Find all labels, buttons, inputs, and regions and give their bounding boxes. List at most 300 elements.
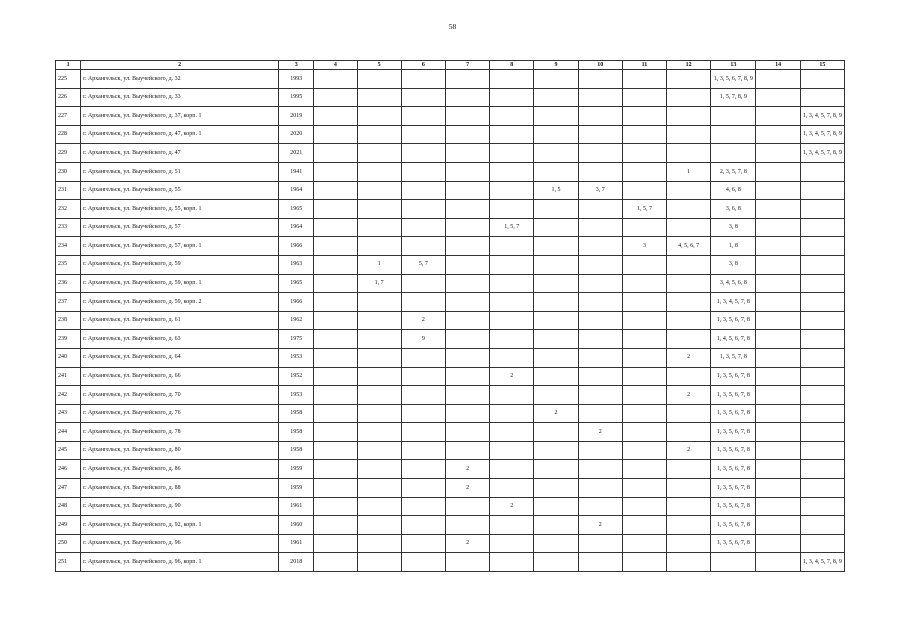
table-cell-col-11 [622, 553, 666, 572]
table-cell-col-1: 228 [56, 125, 81, 144]
table-cell-col-11 [622, 386, 666, 405]
column-header-11: 11 [622, 61, 666, 70]
table-row [56, 479, 845, 498]
column-header-10: 10 [578, 61, 622, 70]
table-cell-col-2: г. Архангельск, ул. Выучейского, д. 59 [81, 255, 279, 274]
table-cell-col-9 [534, 516, 578, 535]
table-cell-col-2: г. Архангельск, ул. Выучейского, д. 47 [81, 144, 279, 163]
table-cell-col-14 [756, 534, 800, 553]
table-cell-col-12 [667, 404, 711, 423]
table-cell-col-11 [622, 107, 666, 126]
table-cell-col-8: 2 [490, 497, 534, 516]
table-cell-col-13 [711, 125, 756, 144]
table-cell-col-10 [578, 162, 622, 181]
table-cell-col-1: 234 [56, 237, 81, 256]
table-cell-col-10: 2 [578, 423, 622, 442]
table-row [56, 367, 845, 386]
table-cell-col-9 [534, 441, 578, 460]
table-cell-col-10 [578, 237, 622, 256]
table-cell-col-5 [357, 423, 401, 442]
table-cell-col-9 [534, 125, 578, 144]
table-cell-col-2: г. Архангельск, ул. Выучейского, д. 63 [81, 330, 279, 349]
table-cell-col-6: 5, 7 [401, 255, 445, 274]
table-cell-col-9 [534, 423, 578, 442]
table-row [56, 70, 845, 89]
table-cell-col-1: 249 [56, 516, 81, 535]
table-cell-col-4 [314, 181, 357, 200]
table-row [56, 330, 845, 349]
table-cell-col-9 [534, 200, 578, 219]
table-cell-col-8 [490, 181, 534, 200]
table-row [56, 162, 845, 181]
table-cell-col-8 [490, 293, 534, 312]
table-cell-col-14 [756, 311, 800, 330]
table-cell-col-7: 2 [445, 460, 489, 479]
table-cell-col-11 [622, 460, 666, 479]
table-cell-col-14 [756, 237, 800, 256]
table-cell-col-5 [357, 441, 401, 460]
table-cell-col-3: 2019 [279, 107, 314, 126]
table-cell-col-14 [756, 293, 800, 312]
data-table [55, 60, 845, 572]
table-cell-col-2: г. Архангельск, ул. Выучейского, д. 33 [81, 88, 279, 107]
table-cell-col-13: 1, 3, 5, 6, 7, 8 [711, 404, 756, 423]
table-cell-col-12 [667, 107, 711, 126]
table-cell-col-2: г. Архангельск, ул. Выучейского, д. 64 [81, 348, 279, 367]
table-cell-col-3: 1966 [279, 237, 314, 256]
table-cell-col-5 [357, 497, 401, 516]
table-cell-col-12 [667, 534, 711, 553]
table-cell-col-1: 239 [56, 330, 81, 349]
table-cell-col-12 [667, 330, 711, 349]
table-cell-col-12 [667, 293, 711, 312]
table-cell-col-3: 1958 [279, 423, 314, 442]
table-cell-col-1: 248 [56, 497, 81, 516]
table-cell-col-3: 2020 [279, 125, 314, 144]
table-cell-col-1: 227 [56, 107, 81, 126]
table-cell-col-12 [667, 274, 711, 293]
table-cell-col-14 [756, 274, 800, 293]
table-cell-col-13: 1, 3, 5, 6, 7, 8 [711, 311, 756, 330]
table-cell-col-13: 1, 3, 5, 6, 7, 8 [711, 423, 756, 442]
table-row [56, 237, 845, 256]
table-row [56, 200, 845, 219]
table-cell-col-12 [667, 311, 711, 330]
table-cell-col-13: 1, 8 [711, 237, 756, 256]
table-cell-col-15 [800, 88, 844, 107]
table-cell-col-3: 1960 [279, 516, 314, 535]
table-row [56, 423, 845, 442]
table-cell-col-7 [445, 441, 489, 460]
table-cell-col-9: 1, 5 [534, 181, 578, 200]
table-cell-col-10 [578, 553, 622, 572]
table-cell-col-2: г. Архангельск, ул. Выучейского, д. 96, корп. 1 [81, 553, 279, 572]
table-cell-col-10: 3, 7 [578, 181, 622, 200]
table-cell-col-2: г. Архангельск, ул. Выучейского, д. 96 [81, 534, 279, 553]
table-cell-col-4 [314, 460, 357, 479]
table-cell-col-15 [800, 218, 844, 237]
table-cell-col-15 [800, 274, 844, 293]
table-cell-col-15 [800, 479, 844, 498]
table-cell-col-10 [578, 330, 622, 349]
table-cell-col-11 [622, 441, 666, 460]
table-cell-col-3: 1963 [279, 255, 314, 274]
table-cell-col-5 [357, 237, 401, 256]
table-cell-col-9 [534, 144, 578, 163]
table-cell-col-13: 1, 3, 5, 6, 7, 8 [711, 497, 756, 516]
table-cell-col-8 [490, 553, 534, 572]
table-cell-col-3: 1964 [279, 218, 314, 237]
table-cell-col-3: 1958 [279, 404, 314, 423]
column-header-14: 14 [756, 61, 800, 70]
table-cell-col-7 [445, 553, 489, 572]
table-cell-col-14 [756, 144, 800, 163]
table-cell-col-6: 9 [401, 330, 445, 349]
table-cell-col-12 [667, 516, 711, 535]
table-cell-col-8 [490, 348, 534, 367]
table-cell-col-4 [314, 553, 357, 572]
table-cell-col-7 [445, 144, 489, 163]
table-cell-col-5 [357, 479, 401, 498]
table-cell-col-10 [578, 534, 622, 553]
table-cell-col-7 [445, 255, 489, 274]
table-cell-col-4 [314, 497, 357, 516]
column-header-9: 9 [534, 61, 578, 70]
table-cell-col-11 [622, 534, 666, 553]
table-cell-col-6 [401, 348, 445, 367]
table-cell-col-10 [578, 404, 622, 423]
table-cell-col-5 [357, 162, 401, 181]
table-cell-col-12: 4, 5, 6, 7 [667, 237, 711, 256]
table-cell-col-10 [578, 144, 622, 163]
table-cell-col-5 [357, 218, 401, 237]
table-cell-col-5 [357, 293, 401, 312]
table-cell-col-2: г. Архангельск, ул. Выучейского, д. 86 [81, 460, 279, 479]
table-cell-col-7: 2 [445, 479, 489, 498]
table-cell-col-1: 246 [56, 460, 81, 479]
table-cell-col-3: 1965 [279, 274, 314, 293]
table-cell-col-6 [401, 144, 445, 163]
table-cell-col-3: 2018 [279, 553, 314, 572]
table-cell-col-14 [756, 497, 800, 516]
table-cell-col-2: г. Архангельск, ул. Выучейского, д. 61 [81, 311, 279, 330]
table-cell-col-5 [357, 330, 401, 349]
table-cell-col-5 [357, 534, 401, 553]
table-row [56, 181, 845, 200]
table-cell-col-13: 3, 8 [711, 255, 756, 274]
table-cell-col-15 [800, 330, 844, 349]
table-cell-col-11 [622, 367, 666, 386]
table-cell-col-4 [314, 255, 357, 274]
table-cell-col-9 [534, 70, 578, 89]
table-cell-col-14 [756, 423, 800, 442]
table-cell-col-1: 237 [56, 293, 81, 312]
table-cell-col-15 [800, 348, 844, 367]
table-row [56, 311, 845, 330]
table-cell-col-2: г. Архангельск, ул. Выучейского, д. 92, корп. 1 [81, 516, 279, 535]
table-cell-col-1: 244 [56, 423, 81, 442]
table-cell-col-12 [667, 423, 711, 442]
column-header-1: 1 [56, 61, 81, 70]
table-cell-col-6 [401, 237, 445, 256]
table-cell-col-5 [357, 516, 401, 535]
table-cell-col-5 [357, 88, 401, 107]
table-cell-col-8 [490, 237, 534, 256]
table-cell-col-7 [445, 70, 489, 89]
table-cell-col-1: 226 [56, 88, 81, 107]
table-cell-col-8 [490, 441, 534, 460]
table-cell-col-3: 1966 [279, 293, 314, 312]
table-cell-col-15 [800, 255, 844, 274]
table-cell-col-15 [800, 497, 844, 516]
table-row [56, 274, 845, 293]
table-cell-col-1: 240 [56, 348, 81, 367]
table-cell-col-13: 1, 3, 5, 7, 8 [711, 348, 756, 367]
table-cell-col-10 [578, 386, 622, 405]
table-body [56, 70, 845, 572]
table-cell-col-4 [314, 88, 357, 107]
table-row [56, 144, 845, 163]
table-row [56, 125, 845, 144]
table-cell-col-9 [534, 553, 578, 572]
table-cell-col-9 [534, 479, 578, 498]
table-cell-col-9 [534, 88, 578, 107]
table-cell-col-10 [578, 88, 622, 107]
table-row [56, 255, 845, 274]
column-header-2: 2 [81, 61, 279, 70]
table-cell-col-4 [314, 274, 357, 293]
table-cell-col-7 [445, 107, 489, 126]
table-row [56, 404, 845, 423]
table-cell-col-2: г. Архангельск, ул. Выучейского, д. 57, корп. 1 [81, 237, 279, 256]
table-cell-col-5 [357, 70, 401, 89]
table-cell-col-8: 2 [490, 367, 534, 386]
table-cell-col-7 [445, 330, 489, 349]
table-cell-col-12: 2 [667, 348, 711, 367]
table-cell-col-12 [667, 181, 711, 200]
table-cell-col-15 [800, 441, 844, 460]
table-cell-col-9 [534, 218, 578, 237]
table-cell-col-2: г. Архангельск, ул. Выучейского, д. 55 [81, 181, 279, 200]
table-cell-col-2: г. Архангельск, ул. Выучейского, д. 47, корп. 1 [81, 125, 279, 144]
table-cell-col-6 [401, 479, 445, 498]
table-cell-col-3: 1953 [279, 386, 314, 405]
table-cell-col-13: 3, 4, 5, 6, 8 [711, 274, 756, 293]
table-cell-col-14 [756, 404, 800, 423]
table-cell-col-13: 1, 4, 5, 6, 7, 8 [711, 330, 756, 349]
table-cell-col-10 [578, 293, 622, 312]
table-cell-col-14 [756, 553, 800, 572]
table-cell-col-9 [534, 311, 578, 330]
table-cell-col-6 [401, 200, 445, 219]
table-cell-col-14 [756, 367, 800, 386]
table-cell-col-12 [667, 367, 711, 386]
table-cell-col-14 [756, 107, 800, 126]
column-header-8: 8 [490, 61, 534, 70]
table-cell-col-9 [534, 293, 578, 312]
table-cell-col-4 [314, 367, 357, 386]
table-cell-col-4 [314, 330, 357, 349]
table-cell-col-7 [445, 200, 489, 219]
table-cell-col-2: г. Архангельск, ул. Выучейского, д. 90 [81, 497, 279, 516]
table-cell-col-14 [756, 88, 800, 107]
column-header-15: 15 [800, 61, 844, 70]
table-cell-col-13: 3, 8 [711, 218, 756, 237]
table-cell-col-10 [578, 348, 622, 367]
table-cell-col-8 [490, 200, 534, 219]
table-cell-col-6 [401, 181, 445, 200]
table-cell-col-13: 1, 3, 5, 6, 7, 8 [711, 479, 756, 498]
table-cell-col-4 [314, 404, 357, 423]
table-cell-col-10 [578, 255, 622, 274]
table-cell-col-11 [622, 348, 666, 367]
table-cell-col-10 [578, 441, 622, 460]
table-cell-col-2: г. Архангельск, ул. Выучейского, д. 32 [81, 70, 279, 89]
table-cell-col-3: 1941 [279, 162, 314, 181]
table-cell-col-14 [756, 479, 800, 498]
table-cell-col-10 [578, 125, 622, 144]
table-cell-col-1: 230 [56, 162, 81, 181]
table-cell-col-5 [357, 311, 401, 330]
table-cell-col-9 [534, 497, 578, 516]
table-cell-col-7 [445, 404, 489, 423]
table-cell-col-10 [578, 497, 622, 516]
table-cell-col-5 [357, 125, 401, 144]
table-cell-col-10 [578, 107, 622, 126]
table-cell-col-12: 2 [667, 386, 711, 405]
table-cell-col-12 [667, 144, 711, 163]
table-row [56, 497, 845, 516]
table-cell-col-2: г. Архангельск, ул. Выучейского, д. 55, корп. 1 [81, 200, 279, 219]
table-cell-col-11: 3 [622, 237, 666, 256]
table-cell-col-13: 1, 3, 5, 6, 7, 8 [711, 534, 756, 553]
table-cell-col-7 [445, 386, 489, 405]
table-cell-col-1: 247 [56, 479, 81, 498]
table-row [56, 293, 845, 312]
table-cell-col-14 [756, 348, 800, 367]
table-cell-col-4 [314, 144, 357, 163]
table-row [56, 88, 845, 107]
table-cell-col-1: 233 [56, 218, 81, 237]
table-cell-col-8 [490, 107, 534, 126]
table-cell-col-13: 1, 3, 5, 6, 7, 8 [711, 386, 756, 405]
table-cell-col-15: 1, 3, 4, 5, 7, 8, 9 [800, 107, 844, 126]
table-cell-col-4 [314, 70, 357, 89]
table-cell-col-6 [401, 293, 445, 312]
table-cell-col-9: 2 [534, 404, 578, 423]
table-row [56, 441, 845, 460]
column-header-13: 13 [711, 61, 756, 70]
table-cell-col-6 [401, 441, 445, 460]
table-cell-col-5 [357, 144, 401, 163]
column-header-6: 6 [401, 61, 445, 70]
table-cell-col-4 [314, 162, 357, 181]
table-cell-col-12 [667, 460, 711, 479]
table-cell-col-11 [622, 479, 666, 498]
table-cell-col-9 [534, 107, 578, 126]
table-cell-col-14 [756, 386, 800, 405]
table-cell-col-1: 242 [56, 386, 81, 405]
table-cell-col-6 [401, 274, 445, 293]
table-cell-col-15 [800, 423, 844, 442]
table-cell-col-13 [711, 144, 756, 163]
table-cell-col-14 [756, 460, 800, 479]
table-cell-col-13: 1, 3, 5, 6, 7, 8 [711, 441, 756, 460]
table-cell-col-11 [622, 144, 666, 163]
table-cell-col-9 [534, 348, 578, 367]
table-cell-col-8 [490, 125, 534, 144]
table-cell-col-7 [445, 311, 489, 330]
table-cell-col-5 [357, 200, 401, 219]
table-cell-col-10 [578, 311, 622, 330]
table-cell-col-8 [490, 423, 534, 442]
table-cell-col-4 [314, 218, 357, 237]
table-cell-col-12 [667, 553, 711, 572]
table-cell-col-10 [578, 70, 622, 89]
table-cell-col-7 [445, 218, 489, 237]
table-cell-col-6 [401, 218, 445, 237]
table-cell-col-11 [622, 70, 666, 89]
table-cell-col-4 [314, 441, 357, 460]
table-cell-col-8 [490, 479, 534, 498]
table-cell-col-8 [490, 460, 534, 479]
table-cell-col-2: г. Архангельск, ул. Выучейского, д. 59, корп. 2 [81, 293, 279, 312]
table-cell-col-8 [490, 311, 534, 330]
table-cell-col-7 [445, 497, 489, 516]
table-cell-col-4 [314, 200, 357, 219]
table-cell-col-5 [357, 386, 401, 405]
table-cell-col-2: г. Архангельск, ул. Выучейского, д. 66 [81, 367, 279, 386]
table-cell-col-9 [534, 162, 578, 181]
table-cell-col-1: 231 [56, 181, 81, 200]
table-cell-col-14 [756, 200, 800, 219]
table-cell-col-4 [314, 534, 357, 553]
table-cell-col-5: 1, 7 [357, 274, 401, 293]
table-cell-col-11 [622, 88, 666, 107]
table-cell-col-6 [401, 367, 445, 386]
table-cell-col-14 [756, 162, 800, 181]
table-header [56, 61, 845, 70]
table-cell-col-8 [490, 534, 534, 553]
table-cell-col-14 [756, 70, 800, 89]
table-cell-col-9 [534, 255, 578, 274]
table-cell-col-6 [401, 162, 445, 181]
table-cell-col-6 [401, 70, 445, 89]
table-cell-col-11 [622, 274, 666, 293]
table-cell-col-4 [314, 107, 357, 126]
table-cell-col-10 [578, 200, 622, 219]
table-cell-col-12 [667, 200, 711, 219]
table-cell-col-4 [314, 348, 357, 367]
table-cell-col-3: 1961 [279, 497, 314, 516]
table-cell-col-2: г. Архангельск, ул. Выучейского, д. 78 [81, 423, 279, 442]
table-cell-col-3: 1953 [279, 348, 314, 367]
table-cell-col-14 [756, 330, 800, 349]
table-cell-col-3: 1965 [279, 200, 314, 219]
table-cell-col-11 [622, 516, 666, 535]
table-cell-col-4 [314, 237, 357, 256]
table-cell-col-12 [667, 255, 711, 274]
table-cell-col-6 [401, 88, 445, 107]
table-cell-col-6 [401, 107, 445, 126]
table-row [56, 534, 845, 553]
table-cell-col-7 [445, 125, 489, 144]
table-cell-col-11 [622, 423, 666, 442]
column-header-4: 4 [314, 61, 357, 70]
table-cell-col-2: г. Архангельск, ул. Выучейского, д. 59, корп. 1 [81, 274, 279, 293]
table-cell-col-11 [622, 311, 666, 330]
table-cell-col-1: 232 [56, 200, 81, 219]
